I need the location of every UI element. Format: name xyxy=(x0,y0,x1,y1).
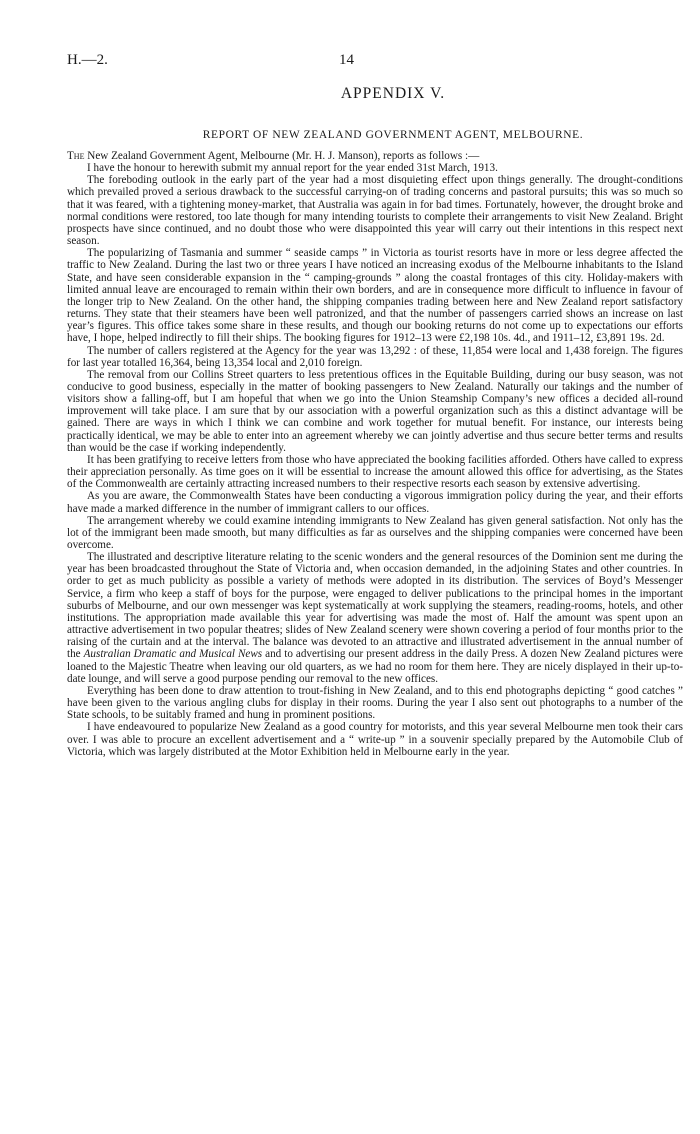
document-reference: H.—2. xyxy=(67,52,108,68)
document-page xyxy=(67,52,683,758)
paragraph: As you are aware, the Commonwealth States have been conducting a vigorous immigration policy during the year, and their efforts have made a marked difference in the number of immigrant callers to our offices. xyxy=(67,490,683,515)
page-header xyxy=(67,52,683,76)
paragraph: The removal from our Collins Street quarters to less pretentious offices in the Equitable Building, during our busy season, was not conducive to good business, especially in the matter of booking passengers to New Zealand. Naturally our takings and the number of visitors show a falling-off, but I am hopeful that when we go into the Union Steamship Company’s new offices a decided all-round improvement will take place. I am sure that by our association with a powerful organization such as this a distinct advantage will be gained. There are ways in which I think we can combine and work together for mutual benefit. For instance, our interests being practically identical, we may be able to enter into an agreement whereby we can jointly advertise and thus secure better terms and results than would be the case if working independently. xyxy=(67,368,683,454)
paragraph-text: and to advertising our present address in the daily Press. A dozen New Zealand pictures were loaned to the Majestic Theatre when leaving our old quarters, as we had no room for them here. They are nicely displayed in their up-to-date lounge, and will serve a good purpose pending our removal to the new offices. xyxy=(67,648,683,685)
paragraph xyxy=(67,551,683,685)
paragraph: The foreboding outlook in the early part of the year had a most disquieting effect upon things generally. The drought-conditions which prevailed proved a serious drawback to the successful carrying-on of trading concerns and pastoral pursuits; this was so much so that it was feared, with a tightening money-market, that Australia was again in for bad times. Fortunately, however, the drought broke and normal conditions were restored, too late though for many intending tourists to complete their arrangements to visit New Zealand. Bright prospects have since continued, and no doubt those who were disappointed this year will carry out their intentions in this respect next season. xyxy=(67,174,683,248)
report-heading: REPORT OF NEW ZEALAND GOVERNMENT AGENT, MELBOURNE. xyxy=(202,129,584,141)
paragraph-text: The illustrated and descriptive literature relating to the scenic wonders and the general resources of the Dominion sent me during the year has been broadcasted throughout the State of Victoria and, when occasion demanded, in the adjoining States and other countries. In order to get as much publicity as possible a variety of methods were adopted in its distribution. The services of Boyd’s Messenger Service, a firm who keep a staff of boys for the purpose, were engaged to deliver publications to the principal homes in the important suburbs of Melbourne, and our own messenger was kept systematically at work supplying the steamers, reading-rooms, hotels, and other institutions. The appropriation made available this year for advertising was made the most of. Half the amount was spent upon an attractive advertisement in two popular theatres; slides of New Zealand scenery were shown covering a period of four months prior to the raising of the curtain and at the interval. The balance was devoted to an attractive and illustrated advertisement in the annual number of the xyxy=(67,551,683,661)
paragraph: The number of callers registered at the Agency for the year was 13,292 : of these, 11,854 were local and 1,438 foreign. The figures for last year totalled 16,364, being 13,354 local and 2,010 foreign. xyxy=(67,344,683,369)
paragraph: I have the honour to herewith submit my annual report for the year ended 31st March, 1913. xyxy=(87,162,498,175)
paragraph: It has been gratifying to receive letters from those who have appreciated the booking facilities afforded. Others have called to express their appreciation personally. As time goes on it will be essential to increase the amount allowed this office for advertising, as the States of the Commonwealth are certainly attracting increased numbers to their respective resorts each season by extensive advertising. xyxy=(67,453,683,491)
paragraph: Everything has been done to draw attention to trout-fishing in New Zealand, and to this end photographs depicting “ good catches ” have been given to the various angling clubs for display in their rooms. During the year I also sent out photographs to a number of the State schools, to be suitably framed and hung in prominent positions. xyxy=(67,684,683,722)
publication-title: Australian Dramatic and Musical News xyxy=(83,648,263,661)
report-body xyxy=(67,150,683,758)
paragraph: I have endeavoured to popularize New Zealand as a good country for motorists, and this year several Melbourne men took their cars over. I was able to procure an excellent advertisement and a “ write-up ” in a souvenir specially prepared by the Automobile Club of Victoria, which was largely distributed at the Motor Exhibition held in Melbourne early in the year. xyxy=(67,721,683,758)
page-number: 14 xyxy=(339,52,354,68)
paragraph: The popularizing of Tasmania and summer “ seaside camps ” in Victoria as tourist resorts have in more or less degree affected the traffic to New Zealand. During the last two or three years I have noticed an increasing exodus of the Melbourne inhabitants to the Island State, and have seen considerable expansion in the “ camping-grounds ” along the coastal frontages of this city. Holiday-makers with limited annual leave are encouraged to remain within their own borders, and are in consequence more difficult to influence in favour of the longer trip to New Zealand. On the other hand, the shipping companies trading between here and New Zealand report satisfactory returns. They state that their steamers have been well patronized, and that the number of passengers carried shows an increase on last year’s figures. This office takes some share in these results, and though our booking returns do not come up to expectations our efforts have, I hope, helped indirectly to fill their ships. The booking figures for 1912–13 were £2,198 10s. 4d., and 1911–12, £3,891 19s. 2d. xyxy=(67,247,683,345)
paragraph: The arrangement whereby we could examine intending immigrants to New Zealand has given general satisfaction. Not only has the lot of the immigrant been made smooth, but many difficulties as far as ourselves and the shipping companies were concerned have been overcome. xyxy=(67,514,683,551)
paragraph-lead-word: The xyxy=(67,150,85,162)
paragraph xyxy=(67,150,683,162)
paragraph-text: New Zealand Government Agent, Melbourne (Mr. H. J. Manson), reports as follows :— xyxy=(84,150,480,162)
appendix-title: APPENDIX V. xyxy=(340,85,446,102)
